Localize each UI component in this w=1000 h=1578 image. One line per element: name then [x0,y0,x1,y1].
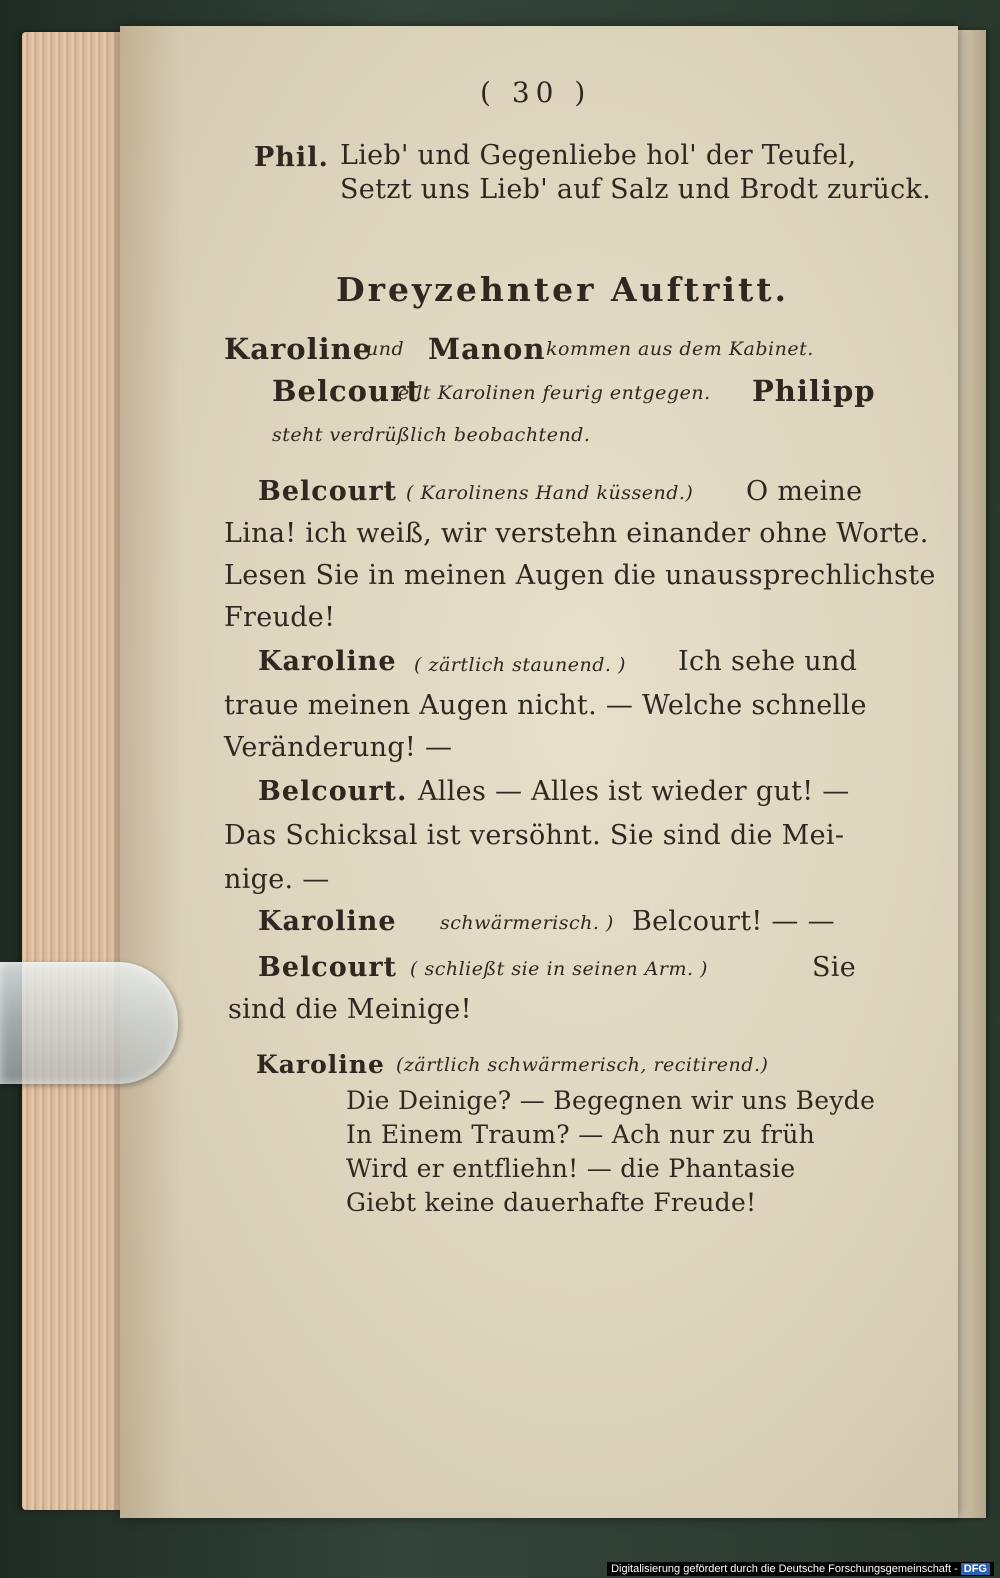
character-name: Philipp [752,374,876,408]
dialogue-line: Veränderung! — [224,732,453,763]
page-clip [0,962,178,1084]
character-name: Belcourt [272,374,421,408]
stage-direction: ( Karolinens Hand küssend.) [406,482,694,504]
dialogue-line: nige. — [224,864,330,895]
page-gutter-shade [120,26,180,1518]
verse-line: Setzt uns Lieb' auf Salz und Brodt zurück. [340,174,932,205]
dialogue-line: O meine [746,476,863,507]
stage-direction: und [366,338,405,360]
verse-line: Lieb' und Gegenliebe hol' der Teufel, [340,140,857,171]
speaker-karoline: Karoline [256,1050,385,1079]
dialogue-line: Lina! ich weiß, wir verstehn einander ohne Worte. [224,518,929,549]
stage-direction: ( zärtlich staunend. ) [414,654,626,676]
speaker-belcourt: Belcourt [258,952,398,983]
stage-direction: eilt Karolinen feurig entgegen. [398,382,711,404]
speaker-phil: Phil. [254,142,329,173]
book-page [120,26,958,1518]
stage-direction: kommen aus dem Kabinet. [546,338,814,360]
dialogue-line: Das Schicksal ist versöhnt. Sie sind die Mei- [224,820,845,851]
dialogue-line: traue meinen Augen nicht. — Welche schnelle [224,690,867,721]
dialogue-line: Freude! [224,602,336,633]
speaker-belcourt: Belcourt. [258,776,408,807]
dialogue-line: Alles — Alles ist wieder gut! — [418,776,850,807]
character-name: Karoline [224,332,373,366]
speaker-belcourt: Belcourt [258,476,398,507]
verse-line: Wird er entfliehn! — die Phantasie [346,1154,796,1183]
speaker-karoline: Karoline [258,646,397,677]
speaker-karoline: Karoline [258,906,397,937]
verse-line: In Einem Traum? — Ach nur zu früh [346,1120,816,1149]
dialogue-line: sind die Meinige! [228,994,472,1025]
dialogue-line: Belcourt! — — [632,906,835,937]
dialogue-line: Sie [812,952,857,983]
verse-line: Die Deinige? — Begegnen wir uns Beyde [346,1086,876,1115]
footer-text: Digitalisierung gefördert durch die Deutsche Forschungsgemeinschaft - [611,1563,958,1575]
stage-direction: (zärtlich schwärmerisch, recitirend.) [396,1054,769,1076]
scene-heading: Dreyzehnter Auftritt. [336,270,789,309]
stage-direction: steht verdrüßlich beobachtend. [272,424,591,446]
stage-direction: ( schließt sie in seinen Arm. ) [410,958,708,980]
page-number: ( 30 ) [480,76,592,109]
dfg-logo: DFG [961,1563,990,1575]
dialogue-line: Lesen Sie in meinen Augen die unaussprechlichste [224,560,936,591]
verse-line: Giebt keine dauerhafte Freude! [346,1188,757,1217]
stage-direction: schwärmerisch. ) [440,912,614,934]
character-name: Manon [428,332,546,366]
digitization-footer [607,1562,994,1576]
dialogue-line: Ich sehe und [678,646,858,677]
